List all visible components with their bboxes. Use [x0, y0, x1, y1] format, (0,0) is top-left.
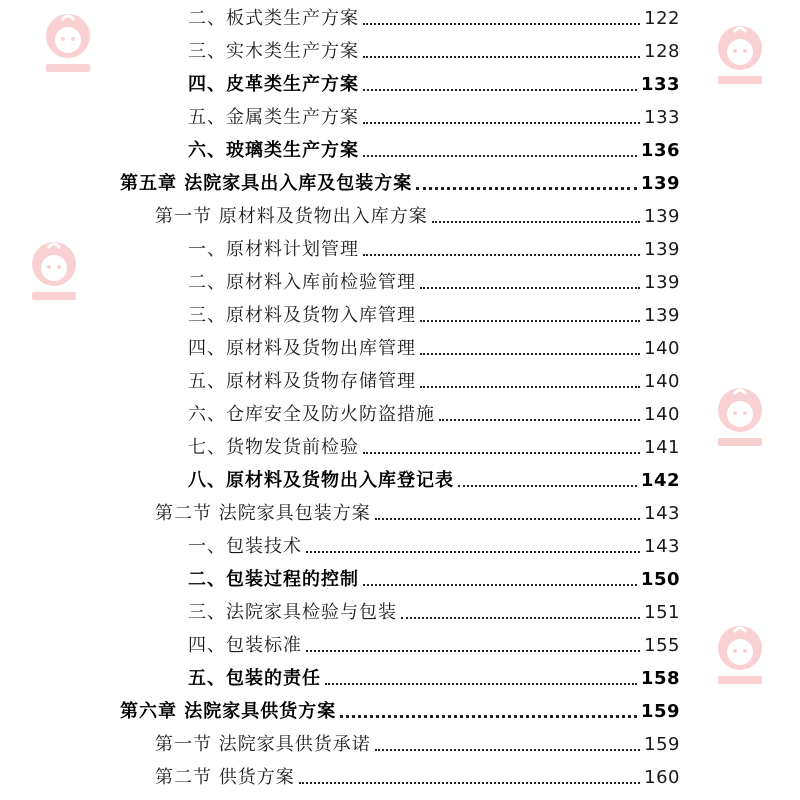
toc-entry-title: 六、仓库安全及防火防盗措施 [188, 404, 435, 425]
toc-entry-title: 四、原材料及货物出库管理 [188, 338, 416, 359]
toc-dot-leader [325, 683, 637, 685]
toc-entry-title: 三、法院家具检验与包装 [188, 602, 397, 623]
toc-dot-leader [363, 23, 640, 25]
toc-item-entry[interactable] [188, 334, 680, 360]
toc-item-entry[interactable] [188, 37, 680, 63]
toc-entry-title: 一、原材料计划管理 [188, 239, 359, 260]
toc-entry-title: 第六章 法院家具供货方案 [120, 701, 337, 722]
toc-page-number: 139 [644, 206, 680, 227]
toc-item-entry[interactable] [188, 103, 680, 129]
toc-page-number: 143 [644, 536, 680, 557]
toc-dot-leader [363, 56, 640, 58]
toc-item-entry[interactable] [188, 70, 680, 96]
toc-dot-leader [375, 518, 640, 520]
toc-page-number: 141 [644, 437, 680, 458]
toc-page-number: 143 [644, 503, 680, 524]
toc-item-entry[interactable] [188, 631, 680, 657]
toc-entry-title: 第二节 供货方案 [155, 767, 295, 788]
toc-dot-leader [420, 353, 640, 355]
toc-dot-leader [363, 584, 637, 586]
toc-page-number: 139 [644, 305, 680, 326]
toc-entry-title: 六、玻璃类生产方案 [188, 140, 359, 161]
toc-page-number: 159 [644, 734, 680, 755]
toc-section-entry[interactable] [155, 499, 680, 525]
toc-entry-title: 五、金属类生产方案 [188, 107, 359, 128]
toc-entry-title: 第一节 原材料及货物出入库方案 [155, 206, 428, 227]
toc-item-entry[interactable] [188, 268, 680, 294]
toc-item-entry[interactable] [188, 4, 680, 30]
toc-page-number: 140 [644, 371, 680, 392]
toc-entry-title: 三、实木类生产方案 [188, 41, 359, 62]
toc-dot-leader [363, 122, 640, 124]
toc-page-number: 122 [644, 8, 680, 29]
toc-page-number: 140 [644, 404, 680, 425]
toc-dot-leader [420, 386, 640, 388]
toc-page-number: 139 [640, 173, 680, 194]
toc-dot-leader [420, 287, 640, 289]
toc-entry-title: 五、原材料及货物存储管理 [188, 371, 416, 392]
toc-dot-leader [363, 89, 637, 91]
toc-dot-leader [439, 419, 640, 421]
toc-entry-title: 二、包装过程的控制 [188, 569, 359, 590]
toc-dot-leader [340, 715, 637, 718]
toc-dot-leader [420, 320, 640, 322]
toc-page-number: 133 [640, 74, 680, 95]
toc-entry-title: 二、原材料入库前检验管理 [188, 272, 416, 293]
toc-item-entry[interactable] [188, 400, 680, 426]
toc-dot-leader [363, 254, 640, 256]
toc-page-number: 133 [644, 107, 680, 128]
toc-item-entry[interactable] [188, 301, 680, 327]
toc-dot-leader [432, 221, 640, 223]
toc-dot-leader [299, 782, 640, 784]
toc-entry-title: 四、皮革类生产方案 [188, 74, 359, 95]
toc-entry-title: 七、货物发货前检验 [188, 437, 359, 458]
toc-dot-leader [363, 155, 637, 157]
toc-page-number: 159 [640, 701, 680, 722]
toc-item-entry[interactable] [188, 136, 680, 162]
toc-page-number: 142 [640, 470, 680, 491]
toc-page-number: 136 [640, 140, 680, 161]
toc-page-number: 160 [644, 767, 680, 788]
toc-dot-leader [416, 187, 637, 190]
toc-page-number: 150 [640, 569, 680, 590]
toc-page-number: 158 [640, 668, 680, 689]
toc-page-number: 139 [644, 239, 680, 260]
toc-item-entry[interactable] [188, 532, 680, 558]
toc-entry-title: 第二节 法院家具包装方案 [155, 503, 371, 524]
toc-dot-leader [363, 452, 640, 454]
toc-item-entry[interactable] [188, 235, 680, 261]
toc-dot-leader [306, 551, 640, 553]
toc-entry-title: 一、包装技术 [188, 536, 302, 557]
toc-dot-leader [401, 617, 640, 619]
toc-section-entry[interactable] [155, 763, 680, 789]
toc-chapter-entry[interactable] [120, 697, 680, 723]
toc-entry-title: 二、板式类生产方案 [188, 8, 359, 29]
toc-dot-leader [375, 749, 640, 751]
toc-entry-title: 四、包装标准 [188, 635, 302, 656]
toc-item-entry[interactable] [188, 664, 680, 690]
toc-section-entry[interactable] [155, 730, 680, 756]
toc-item-entry[interactable] [188, 433, 680, 459]
toc-entry-title: 八、原材料及货物出入库登记表 [188, 470, 454, 491]
toc-page-number: 151 [644, 602, 680, 623]
toc-dot-leader [458, 485, 637, 487]
toc-item-entry[interactable] [188, 565, 680, 591]
toc-item-entry[interactable] [188, 367, 680, 393]
toc-entry-title: 第一节 法院家具供货承诺 [155, 734, 371, 755]
toc-entry-title: 五、包装的责任 [188, 668, 321, 689]
toc-page-number: 128 [644, 41, 680, 62]
toc-entry-title: 第五章 法院家具出入库及包装方案 [120, 173, 413, 194]
toc-page-number: 140 [644, 338, 680, 359]
toc-dot-leader [306, 650, 640, 652]
toc-section-entry[interactable] [155, 202, 680, 228]
toc-page-number: 139 [644, 272, 680, 293]
toc-item-entry[interactable] [188, 598, 680, 624]
toc-entry-title: 三、原材料及货物入库管理 [188, 305, 416, 326]
toc-chapter-entry[interactable] [120, 169, 680, 195]
toc-page-number: 155 [644, 635, 680, 656]
toc-item-entry[interactable] [188, 466, 680, 492]
